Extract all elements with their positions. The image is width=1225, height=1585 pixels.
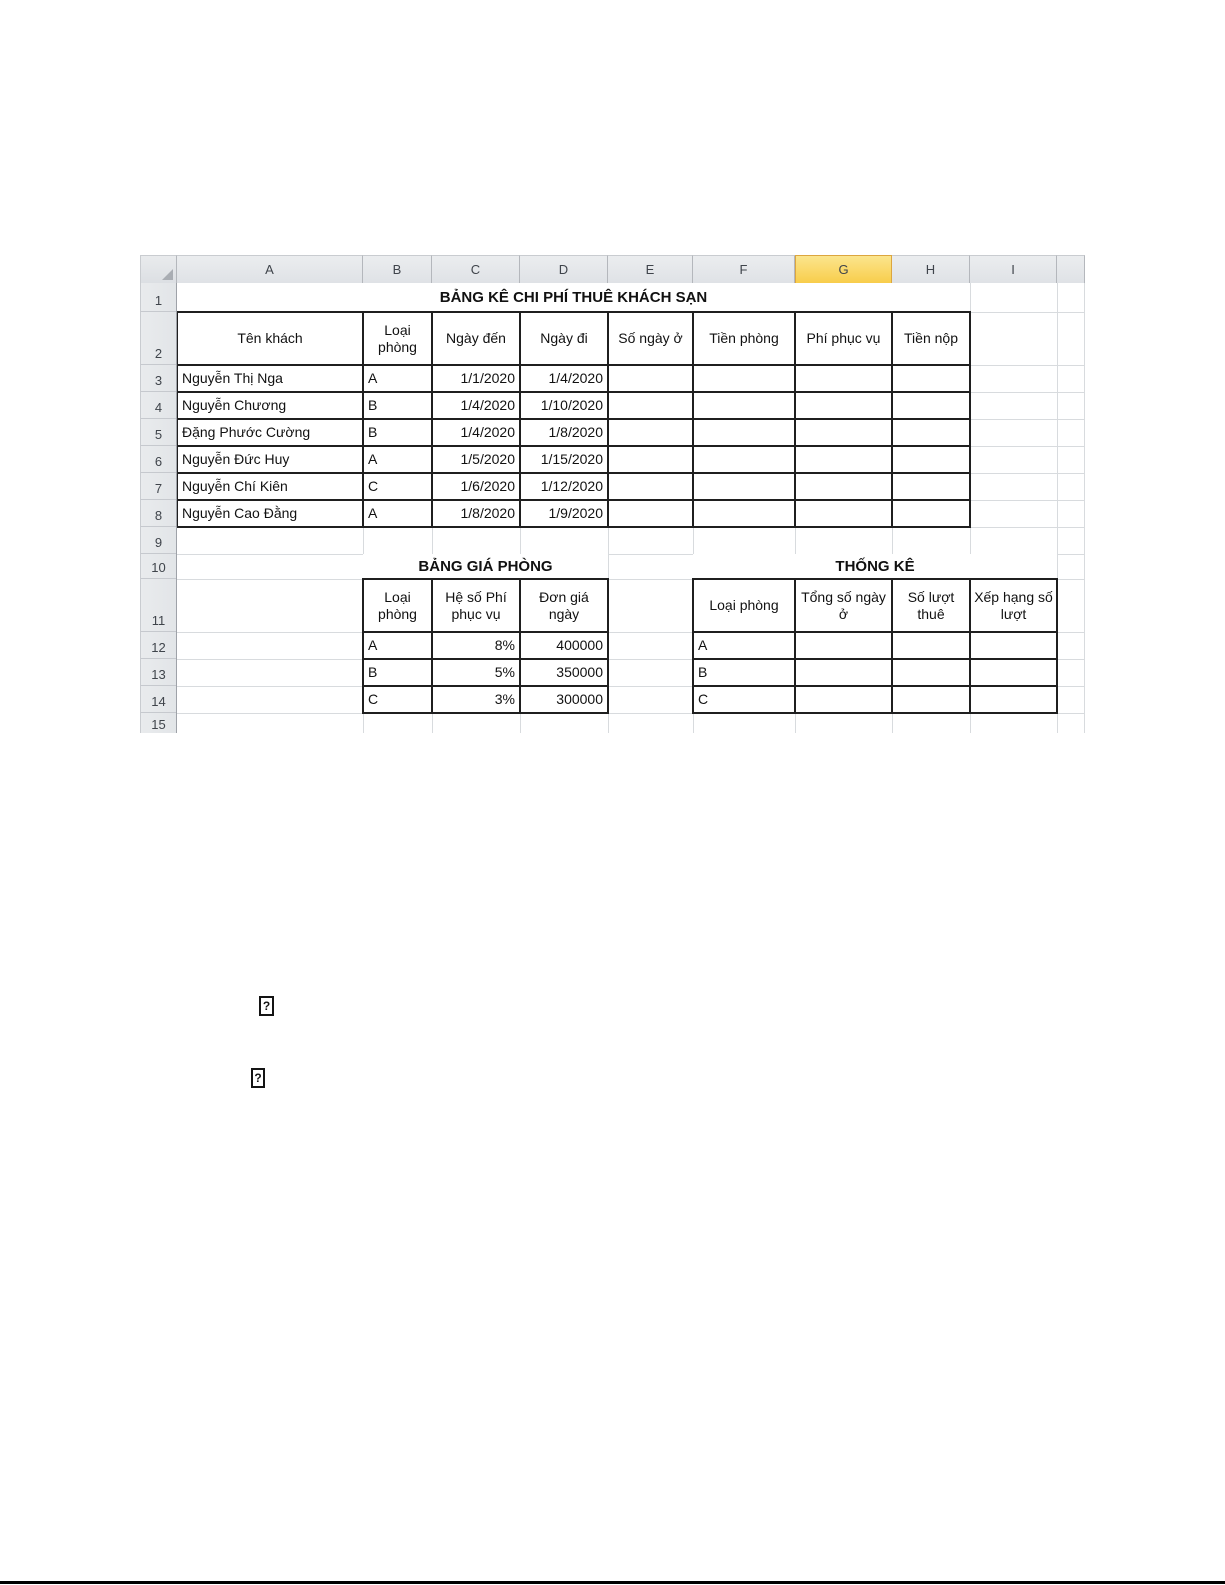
price-table-cell[interactable]: 8% bbox=[432, 632, 520, 659]
main-table-cell[interactable]: 1/6/2020 bbox=[432, 473, 520, 500]
row-header-4[interactable]: 4 bbox=[140, 392, 176, 419]
row-header-3[interactable]: 3 bbox=[140, 365, 176, 392]
stats-table-cell[interactable] bbox=[892, 659, 970, 686]
stats-table-cell[interactable] bbox=[970, 659, 1057, 686]
main-table-cell[interactable] bbox=[608, 473, 693, 500]
row-headers bbox=[140, 283, 177, 733]
stats-table-cell[interactable] bbox=[795, 686, 892, 713]
main-table-cell[interactable] bbox=[693, 500, 795, 527]
stats-table-cell[interactable]: B bbox=[693, 659, 795, 686]
main-table-header-cell[interactable]: Ngày đi bbox=[520, 312, 608, 365]
price-table-cell[interactable]: C bbox=[363, 686, 432, 713]
column-header-g-selected[interactable]: G bbox=[795, 255, 892, 283]
stats-table-cell[interactable] bbox=[795, 659, 892, 686]
main-table-cell[interactable] bbox=[693, 419, 795, 446]
main-table-header-cell[interactable]: Tiền nộp bbox=[892, 312, 970, 365]
select-all-corner[interactable] bbox=[140, 255, 177, 283]
stats-table-cell[interactable] bbox=[892, 632, 970, 659]
main-table-cell[interactable] bbox=[892, 392, 970, 419]
main-table-cell[interactable] bbox=[892, 365, 970, 392]
main-table-header-cell[interactable]: Tiền phòng bbox=[693, 312, 795, 365]
main-table-header-cell[interactable]: Số ngày ở bbox=[608, 312, 693, 365]
main-table-cell[interactable]: Đặng Phước Cường bbox=[177, 419, 363, 446]
main-table-header-cell[interactable]: Phí phục vụ bbox=[795, 312, 892, 365]
price-table-title-cell[interactable]: BẢNG GIÁ PHÒNG bbox=[363, 554, 608, 579]
main-table-cell[interactable]: 1/9/2020 bbox=[520, 500, 608, 527]
price-table-cell[interactable]: 3% bbox=[432, 686, 520, 713]
row-header-12[interactable]: 12 bbox=[140, 632, 176, 659]
row-header-5[interactable]: 5 bbox=[140, 419, 176, 446]
main-table-cell[interactable]: 1/10/2020 bbox=[520, 392, 608, 419]
row-header-11[interactable]: 11 bbox=[140, 579, 176, 632]
main-table-header-cell[interactable]: Ngày đến bbox=[432, 312, 520, 365]
main-table-cell[interactable]: 1/4/2020 bbox=[432, 392, 520, 419]
main-table-cell[interactable] bbox=[795, 500, 892, 527]
main-table-cell[interactable] bbox=[795, 473, 892, 500]
stats-table-header-cell[interactable]: Xếp hạng số lượt bbox=[970, 579, 1057, 632]
main-table-cell[interactable]: B bbox=[363, 392, 432, 419]
main-table-cell[interactable] bbox=[693, 473, 795, 500]
column-header-c[interactable]: C bbox=[432, 255, 520, 283]
main-table-cell[interactable] bbox=[795, 365, 892, 392]
row-header-13[interactable]: 13 bbox=[140, 659, 176, 686]
price-table bbox=[362, 578, 609, 714]
stats-table-cell[interactable] bbox=[795, 632, 892, 659]
main-table-cell[interactable]: A bbox=[363, 446, 432, 473]
price-table-cell[interactable]: 350000 bbox=[520, 659, 608, 686]
main-table-cell[interactable] bbox=[608, 365, 693, 392]
main-table-cell[interactable]: A bbox=[363, 500, 432, 527]
row-header-6[interactable]: 6 bbox=[140, 446, 176, 473]
stats-table bbox=[692, 578, 1058, 714]
column-headers bbox=[140, 255, 1085, 283]
main-table-cell[interactable] bbox=[693, 392, 795, 419]
price-table-cell[interactable]: B bbox=[363, 659, 432, 686]
stats-table-cell[interactable] bbox=[892, 686, 970, 713]
column-header-d[interactable]: D bbox=[520, 255, 608, 283]
price-table-cell[interactable]: 5% bbox=[432, 659, 520, 686]
main-table-cell[interactable] bbox=[608, 500, 693, 527]
main-table-cell[interactable]: Nguyễn Đức Huy bbox=[177, 446, 363, 473]
row-header-14[interactable]: 14 bbox=[140, 686, 176, 713]
main-table-cell[interactable]: 1/4/2020 bbox=[520, 365, 608, 392]
main-table-cell[interactable]: Nguyễn Cao Đằng bbox=[177, 500, 363, 527]
missing-glyph-icon: ? bbox=[251, 1068, 265, 1088]
main-table-cell[interactable]: Nguyễn Chí Kiên bbox=[177, 473, 363, 500]
main-table-cell[interactable]: Nguyễn Chương bbox=[177, 392, 363, 419]
row-header-7[interactable]: 7 bbox=[140, 473, 176, 500]
main-table-cell[interactable]: 1/1/2020 bbox=[432, 365, 520, 392]
price-table-header-cell[interactable]: Đơn giá ngày bbox=[520, 579, 608, 632]
row-header-8[interactable]: 8 bbox=[140, 500, 176, 527]
stats-table-cell[interactable]: A bbox=[693, 632, 795, 659]
main-table-cell[interactable] bbox=[608, 392, 693, 419]
price-table-cell[interactable]: A bbox=[363, 632, 432, 659]
main-table-cell[interactable] bbox=[693, 446, 795, 473]
column-header-h[interactable]: H bbox=[892, 255, 970, 283]
main-table-cell[interactable]: 1/5/2020 bbox=[432, 446, 520, 473]
main-table-header-cell[interactable]: Tên khách bbox=[177, 312, 363, 365]
main-table-title-cell[interactable]: BẢNG KÊ CHI PHÍ THUÊ KHÁCH SẠN bbox=[177, 283, 970, 312]
row-header-9[interactable]: 9 bbox=[140, 527, 176, 554]
main-table-cell[interactable] bbox=[795, 446, 892, 473]
stats-table-header-cell[interactable]: Số lượt thuê bbox=[892, 579, 970, 632]
main-table-cell[interactable] bbox=[795, 419, 892, 446]
main-table-cell[interactable] bbox=[608, 419, 693, 446]
column-header-f[interactable]: F bbox=[693, 255, 795, 283]
stats-table-header-cell[interactable]: Loại phòng bbox=[693, 579, 795, 632]
price-table-cell[interactable]: 400000 bbox=[520, 632, 608, 659]
row-header-15[interactable]: 15 bbox=[140, 713, 176, 733]
column-header-partial[interactable] bbox=[1057, 255, 1085, 283]
row-header-2[interactable]: 2 bbox=[140, 312, 176, 365]
page-bottom-border bbox=[0, 1581, 1225, 1584]
main-table-cell[interactable] bbox=[892, 500, 970, 527]
stats-table-header-cell[interactable]: Tổng số ngày ở bbox=[795, 579, 892, 632]
main-table-cell[interactable] bbox=[892, 473, 970, 500]
main-table-cell[interactable]: B bbox=[363, 419, 432, 446]
price-table-cell[interactable]: 300000 bbox=[520, 686, 608, 713]
row-header-1[interactable]: 1 bbox=[140, 283, 176, 312]
column-header-i[interactable]: I bbox=[970, 255, 1057, 283]
main-table-cell[interactable]: 1/4/2020 bbox=[432, 419, 520, 446]
main-table-header-cell[interactable]: Loại phòng bbox=[363, 312, 432, 365]
main-table-cell[interactable]: 1/8/2020 bbox=[432, 500, 520, 527]
main-table-cell[interactable]: 1/12/2020 bbox=[520, 473, 608, 500]
stats-table-cell[interactable] bbox=[970, 632, 1057, 659]
main-table-cell[interactable] bbox=[892, 446, 970, 473]
main-table-cell[interactable] bbox=[693, 365, 795, 392]
missing-glyph-icon: ? bbox=[259, 996, 274, 1016]
main-table-cell[interactable] bbox=[608, 446, 693, 473]
main-table-cell[interactable] bbox=[892, 419, 970, 446]
column-header-e[interactable]: E bbox=[608, 255, 693, 283]
main-table-cell[interactable]: A bbox=[363, 365, 432, 392]
stats-table-cell[interactable]: C bbox=[693, 686, 795, 713]
gridline bbox=[1084, 283, 1085, 733]
main-table-cell[interactable]: 1/15/2020 bbox=[520, 446, 608, 473]
spreadsheet bbox=[140, 255, 1085, 733]
main-table-cell[interactable]: C bbox=[363, 473, 432, 500]
row-header-10[interactable]: 10 bbox=[140, 554, 176, 579]
stats-table-title-cell[interactable]: THỐNG KÊ bbox=[693, 554, 1057, 579]
stats-table-cell[interactable] bbox=[970, 686, 1057, 713]
main-table-cell[interactable]: Nguyễn Thị Nga bbox=[177, 365, 363, 392]
column-header-b[interactable]: B bbox=[363, 255, 432, 283]
column-header-a[interactable]: A bbox=[177, 255, 363, 283]
main-table-cell[interactable] bbox=[795, 392, 892, 419]
main-table-cell[interactable]: 1/8/2020 bbox=[520, 419, 608, 446]
main-table bbox=[176, 311, 971, 528]
corner-triangle-icon bbox=[162, 269, 173, 280]
price-table-header-cell[interactable]: Loại phòng bbox=[363, 579, 432, 632]
price-table-header-cell[interactable]: Hệ số Phí phục vụ bbox=[432, 579, 520, 632]
